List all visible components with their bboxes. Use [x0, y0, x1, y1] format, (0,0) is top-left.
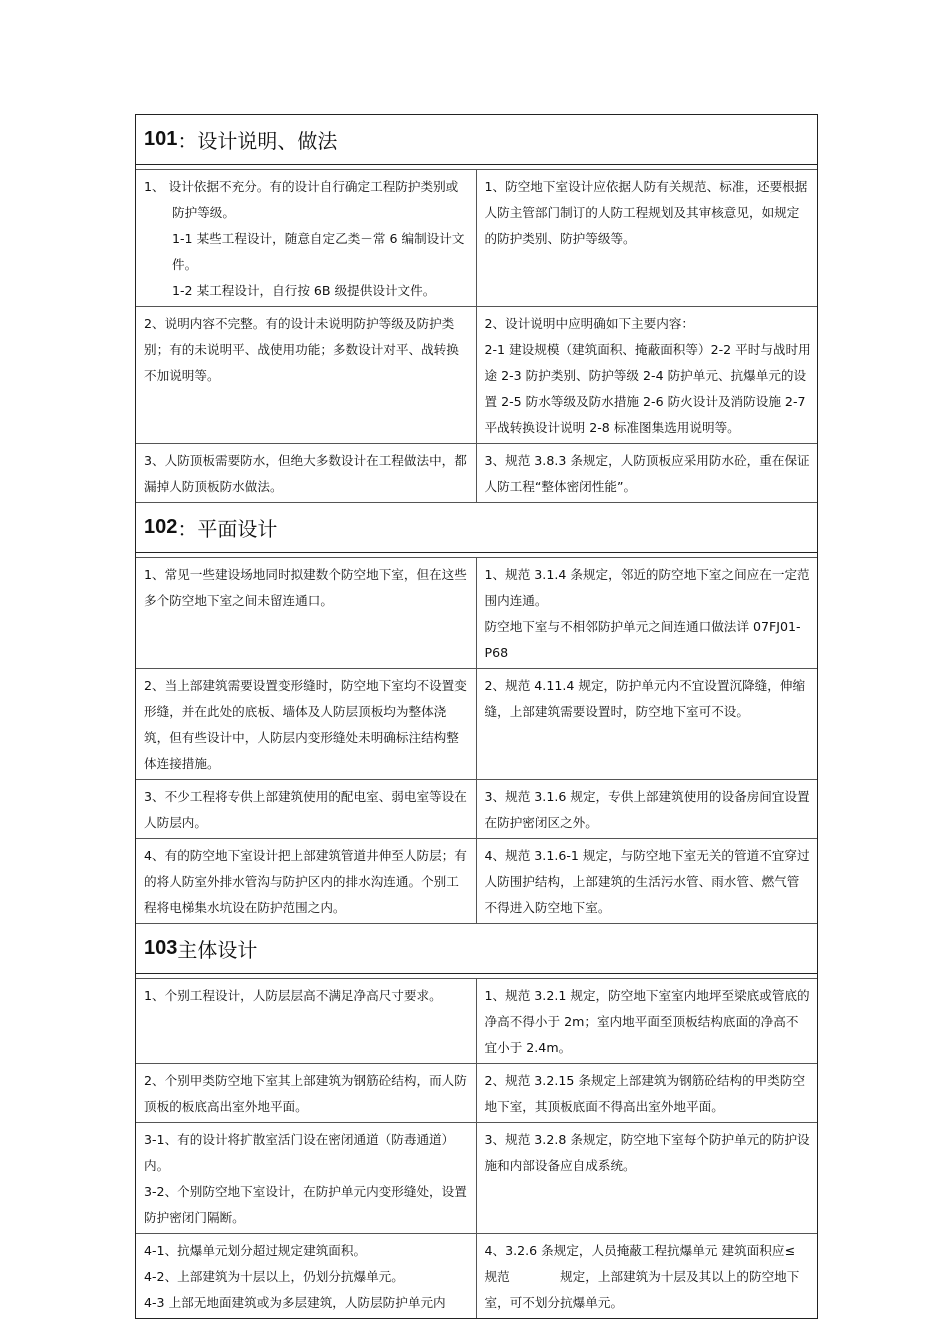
table-row	[136, 979, 817, 1064]
section-title: ：设计说明、做法	[177, 129, 338, 153]
problem-cell	[136, 1064, 477, 1122]
solution-cell	[477, 839, 818, 923]
problem-cell	[136, 839, 477, 923]
table-row	[136, 1234, 833, 1318]
cell-paragraph: 2、设计说明中应明确如下主要内容：	[484, 316, 695, 331]
solution-cell	[477, 780, 818, 838]
solution-cell	[477, 1123, 818, 1233]
cell-paragraph: 4-2、上部建筑为十层以上，仍划分抗爆单元。	[144, 1269, 404, 1284]
cell-paragraph: 1-2 某工程设计，自行按 6B 级提供设计文件。	[172, 283, 436, 298]
table-row	[136, 839, 817, 924]
cell-paragraph: 3、规范 3.8.3 条规定，人防顶板应采用防水砼，重在保证人防工程“整体密闭性能”。	[484, 453, 810, 494]
solution-cell	[477, 170, 818, 306]
cell-paragraph: 3、规范 3.2.8 条规定，防空地下室每个防护单元的防护设施和内部设备应自成系统。	[484, 1132, 810, 1173]
cell-paragraph: 2、当上部建筑需要设置变形缝时，防空地下室均不设置变形缝，并在此处的底板、墙体及人防层顶板均为整体浇筑，但有些设计中，人防层内变形缝处未明确标注结构整体连接措施。	[144, 678, 467, 771]
cell-paragraph: 2、规范 3.2.15 条规定上部建筑为钢筋砼结构的甲类防空地下室，其顶板底面不得高出室外地平面。	[484, 1073, 806, 1114]
table-row	[136, 1064, 817, 1123]
cell-paragraph: 1-1 某些工程设计，随意自定乙类－常 6 编制设计文件。	[172, 231, 465, 272]
cell-paragraph: 4、规范 3.1.6-1 规定，与防空地下室无关的管道不宜穿过人防围护结构，上部建筑的生活污水管、雨水管、燃气管不得进入防空地下室。	[484, 848, 810, 915]
cell-paragraph: 4-1、抗爆单元划分超过规定建筑面积。	[144, 1243, 367, 1258]
problem-cell	[136, 1123, 477, 1233]
cell-paragraph: 1、 设计依据不充分。有的设计自行确定工程防护类别或防护等级。	[144, 179, 459, 220]
table-row	[136, 558, 817, 669]
table-row	[136, 307, 817, 444]
section-title: ：平面设计	[177, 517, 278, 541]
cell-paragraph: 1、防空地下室设计应依据人防有关规范、标准，还要根据人防主管部门制订的人防工程规划及其审核意见，如规定的防护类别、防护等级等。	[484, 179, 808, 246]
section-header	[136, 115, 817, 165]
section-header	[136, 924, 817, 974]
table-row	[136, 669, 817, 780]
solution-cell	[477, 669, 818, 779]
problem-cell	[136, 307, 477, 443]
cell-paragraph: 1、规范 3.1.4 条规定，邻近的防空地下室之间应在一定范围内连通。	[484, 567, 810, 608]
cell-paragraph: 2、说明内容不完整。有的设计未说明防护等级及防护类别；有的未说明平、战使用功能；多数设计对平、战转换不加说明等。	[144, 316, 459, 383]
cell-paragraph: 4-3 上部无地面建筑或为多层建筑，人防层防护单元内	[144, 1295, 446, 1310]
table-row	[136, 780, 817, 839]
problem-cell	[136, 669, 477, 779]
document-table	[135, 114, 833, 1319]
section-header	[136, 503, 817, 553]
table-row	[136, 170, 817, 307]
solution-cell	[477, 979, 818, 1063]
problem-cell	[136, 780, 477, 838]
problem-cell	[136, 444, 477, 502]
cell-paragraph: 4、3.2.6 条规定，人员掩蔽工程抗爆单元 建筑面积应≤ 规范 规定，上部建筑为十层及其以上的防空地下室，可不划分抗爆单元。	[484, 1243, 833, 1310]
problem-cell	[136, 979, 477, 1063]
table-row	[136, 1123, 817, 1234]
cell-paragraph: 防空地下室与不相邻防护单元之间连通口做法详 07FJ01-P68	[484, 619, 801, 660]
cell-paragraph: 3、规范 3.1.6 规定，专供上部建筑使用的设备房间宜设置在防护密闭区之外。	[484, 789, 810, 830]
problem-cell	[136, 558, 477, 668]
solution-cell	[477, 558, 818, 668]
section-title: 主体设计	[177, 938, 258, 962]
cell-paragraph: 3、不少工程将专供上部建筑使用的配电室、弱电室等设在人防层内。	[144, 789, 467, 830]
cell-paragraph: 1、规范 3.2.1 规定，防空地下室室内地坪至梁底或管底的净高不得小于 2m；室内地平面至顶板结构底面的净高不宜小于 2.4m。	[484, 988, 810, 1055]
problem-cell	[136, 1234, 477, 1318]
cell-paragraph: 2、规范 4.11.4 规定，防护单元内不宜设置沉降缝，伸缩缝，上部建筑需要设置时，防空地下室可不设。	[484, 678, 806, 719]
section-number: 101	[144, 128, 178, 150]
cell-paragraph: 4、有的防空地下室设计把上部建筑管道井伸至人防层；有的将人防室外排水管沟与防护区内的排水沟连通。个别工程将电梯集水坑设在防护范围之内。	[144, 848, 467, 915]
cell-paragraph: 2-1 建设规模（建筑面积、掩蔽面积等）2-2 平时与战时用途 2-3 防护类别、防护等级 2-4 防护单元、抗爆单元的设置 2-5 防水等级及防水措施 2-6 防火设计及消防设施 2-7 平战转换设计说明 2-8 标准图集选用说明等。	[484, 342, 811, 435]
section-number: 102	[144, 516, 178, 538]
table-row	[136, 444, 817, 503]
solution-cell	[477, 444, 818, 502]
cell-paragraph: 3、人防顶板需要防水，但绝大多数设计在工程做法中，都漏掉人防顶板防水做法。	[144, 453, 467, 494]
cell-paragraph: 2、个别甲类防空地下室其上部建筑为钢筋砼结构，而人防顶板的板底高出室外地平面。	[144, 1073, 467, 1114]
cell-paragraph: 1、个别工程设计，人防层层高不满足净高尺寸要求。	[144, 988, 442, 1003]
problem-cell	[136, 170, 477, 306]
solution-cell	[477, 1234, 833, 1318]
solution-cell	[477, 1064, 818, 1122]
cell-paragraph: 3-1、有的设计将扩散室活门设在密闭通道（防毒通道）内。	[144, 1132, 455, 1173]
section-number: 103	[144, 937, 178, 959]
solution-cell	[477, 307, 818, 443]
cell-paragraph: 3-2、个别防空地下室设计，在防护单元内变形缝处，设置防护密闭门隔断。	[144, 1184, 467, 1225]
cell-paragraph: 1、常见一些建设场地同时拟建数个防空地下室，但在这些多个防空地下室之间未留连通口。	[144, 567, 467, 608]
